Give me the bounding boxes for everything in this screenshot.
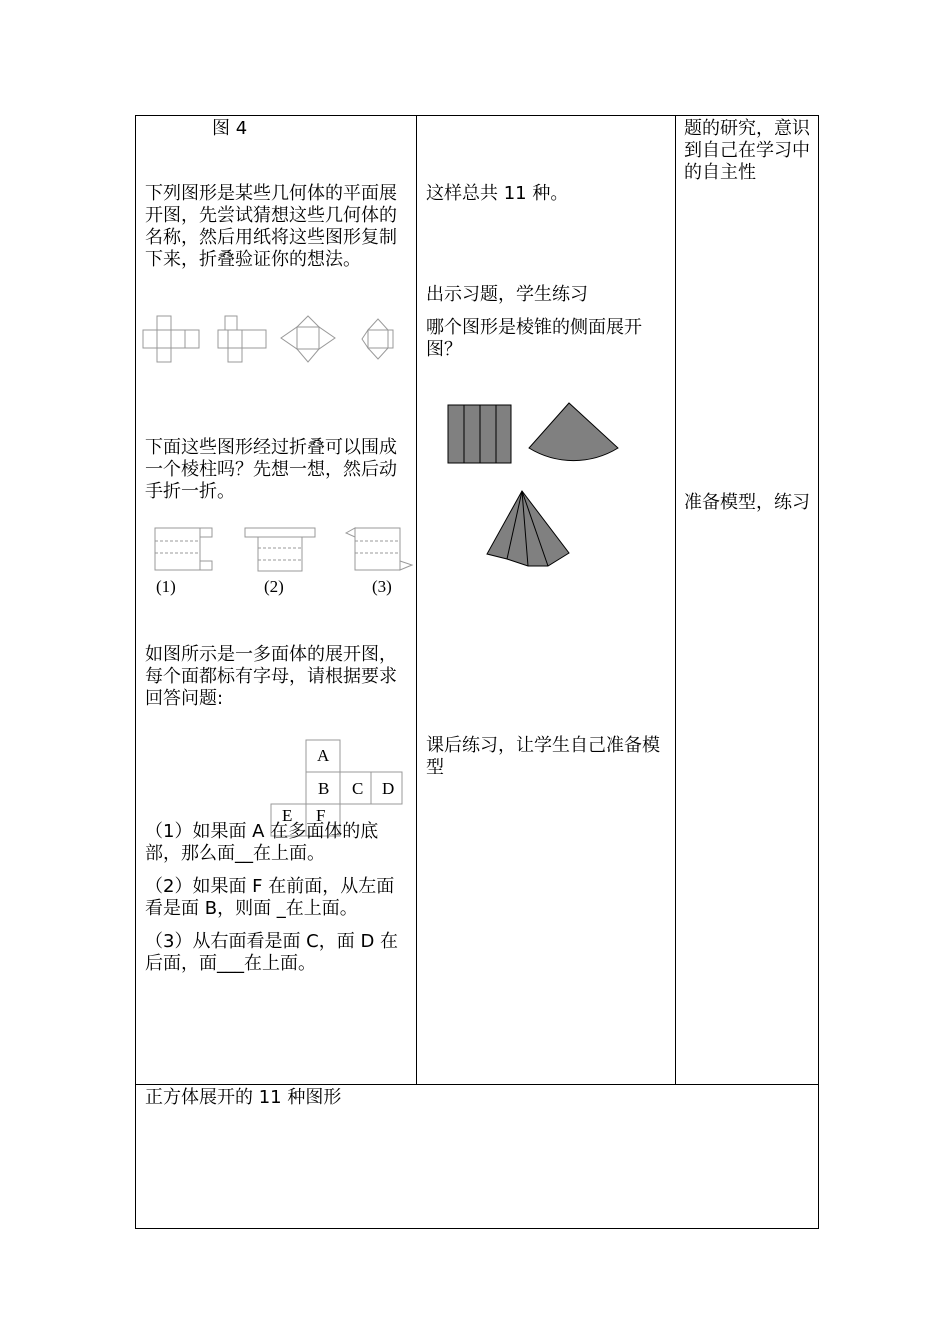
- col2-exercise-text: 出示习题，学生练习: [426, 284, 588, 305]
- net-letter-e: E: [282, 806, 293, 825]
- table-border-right: [818, 115, 819, 1229]
- net-letter-f: F: [316, 806, 326, 825]
- table-divider-1: [416, 115, 417, 1085]
- figure-label-2: (2): [264, 577, 284, 596]
- question-1: （1）如果面 A 在多面体的底部，那么面__在上面。: [145, 821, 379, 864]
- net-letter-c: C: [352, 779, 364, 798]
- table-border-left: [135, 115, 136, 1229]
- paragraph-net-guess: 下列图形是某些几何体的平面展开图，先尝试猜想这些几何体的名称，然后用纸将这些图形复制下来，折叠验证你的想法。: [145, 183, 397, 270]
- net-letter-a: A: [317, 746, 330, 765]
- figure-label-1: (1): [156, 577, 176, 596]
- table-border-mid: [135, 1084, 819, 1085]
- table-border-bottom: [135, 1228, 819, 1229]
- net-letter-d: D: [382, 779, 395, 798]
- paragraph-polyhedron: 如图所示是一多面体的展开图，每个面都标有字母，请根据要求回答问题:: [145, 644, 397, 709]
- question-2: （2）如果面 F 在前面，从左面看是面 B，则面 _在上面。: [145, 876, 395, 919]
- col2-homework-text: 课后练习，让学生自己准备模型: [426, 735, 660, 778]
- col2-question-text: 哪个图形是棱锥的侧面展开图？: [426, 317, 642, 360]
- net-letter-b: B: [318, 779, 330, 798]
- col3-model-text: 准备模型，练习: [684, 492, 810, 513]
- footer-cube-nets-text: 正方体展开的 11 种图形: [145, 1087, 342, 1108]
- col3-reflection-text: 题的研究，意识到自己在学习中的自主性: [684, 118, 810, 183]
- figure-label-3: (3): [372, 577, 392, 596]
- table-divider-2: [675, 115, 676, 1085]
- nets-figure: [140, 316, 365, 364]
- col2-total-text: 这样总共 11 种。: [426, 183, 569, 204]
- prism-nets-figure: [150, 523, 420, 575]
- figure-caption: 图 4: [212, 118, 248, 139]
- pyramid-options-figure: [446, 400, 626, 570]
- table-border-top: [135, 115, 819, 116]
- question-3: （3）从右面看是面 C，面 D 在后面，面___在上面。: [145, 931, 399, 974]
- paragraph-prism-fold: 下面这些图形经过折叠可以围成一个棱柱吗？先想一想，然后动手折一折。: [145, 437, 397, 502]
